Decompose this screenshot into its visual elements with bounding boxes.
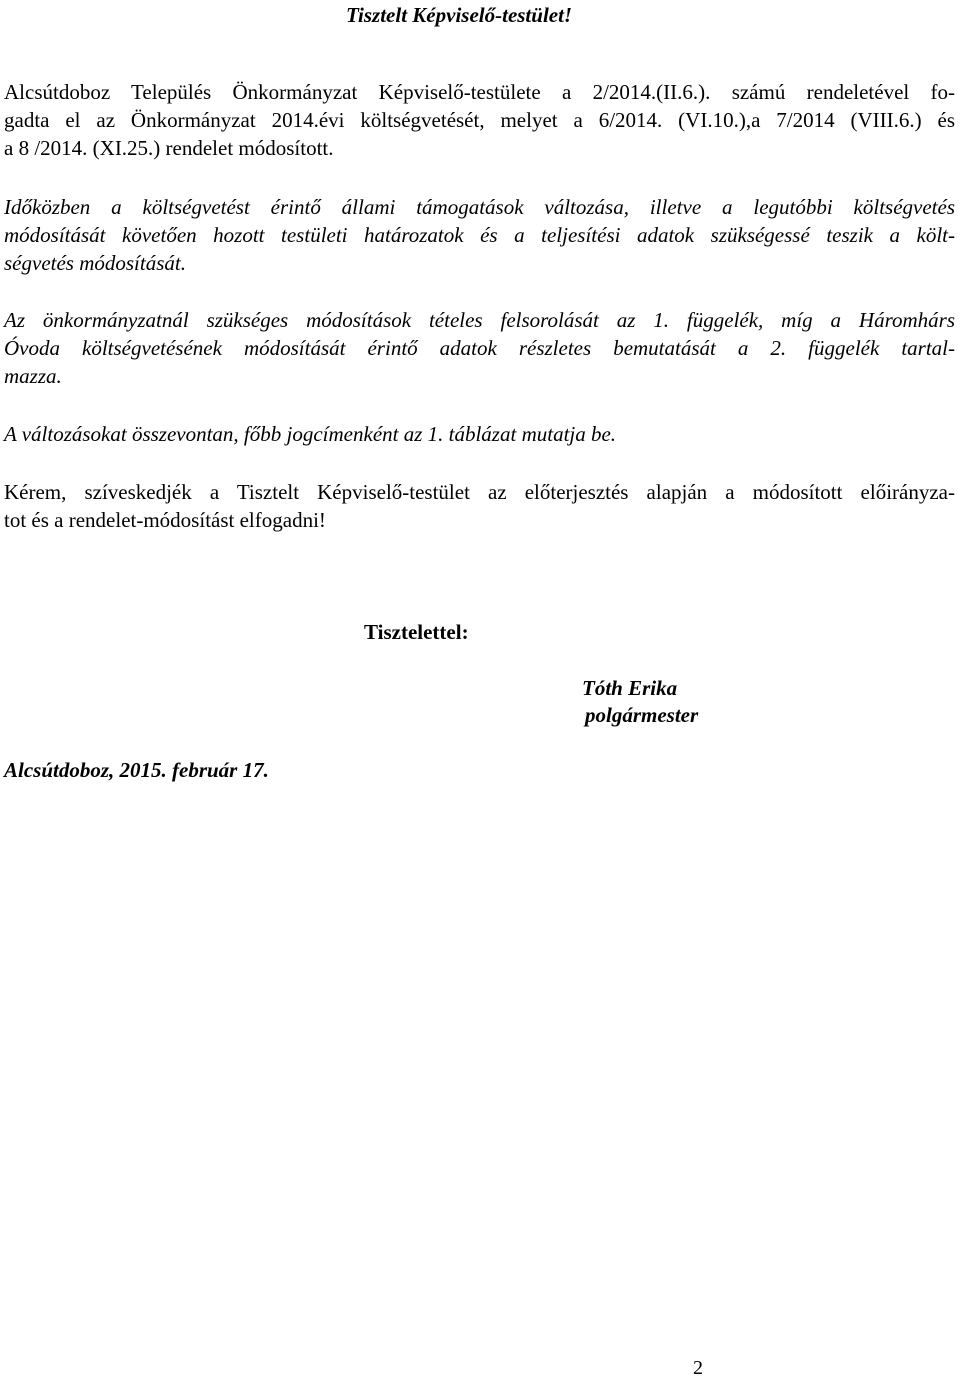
signer-name: Tóth Erika (582, 676, 678, 700)
paragraph-1-line-2: gadta el az Önkormányzat 2014.évi költségvetését, melyet a 6/2014. (VI.10.),a 7/2014 (VIII.6.) és (4, 108, 955, 132)
paragraph-1-line-3: a 8 /2014. (XI.25.) rendelet módosított. (4, 136, 334, 160)
paragraph-5-line-2: tot és a rendelet-módosítást elfogadni! (4, 508, 326, 532)
paragraph-4-line-1: A változásokat összevontan, főbb jogcímenként az 1. táblázat mutatja be. (4, 422, 617, 446)
paragraph-3-line-2: Óvoda költségvetésének módosítását érintő adatok részletes bemutatását a 2. függelék tartal- (4, 336, 955, 360)
place-and-date: Alcsútdoboz, 2015. február 17. (4, 758, 269, 782)
signer-title: polgármester (585, 703, 699, 727)
paragraph-3-line-1: Az önkormányzatnál szükséges módosítások tételes felsorolását az 1. függelék, míg a Háromhárs (4, 308, 955, 332)
paragraph-2-line-2: módosítását követően hozott testületi határozatok és a teljesítési adatok szükségessé teszik a költ- (4, 223, 955, 247)
paragraph-2-line-3: ségvetés módosítását. (4, 251, 186, 275)
paragraph-1-line-1: Alcsútdoboz Település Önkormányzat Képviselő-testülete a 2/2014.(II.6.). számú rendeletével fo- (4, 80, 955, 104)
paragraph-5-line-1: Kérem, szíveskedjék a Tisztelt Képviselő-testület az előterjesztés alapján a módosított előirányza- (4, 480, 955, 504)
closing-greeting: Tisztelettel: (364, 620, 469, 644)
salutation: Tisztelt Képviselő-testület! (346, 3, 573, 27)
paragraph-3-line-3: mazza. (4, 364, 62, 388)
paragraph-2-line-1: Időközben a költségvetést érintő állami támogatások változása, illetve a legutóbbi költségvetés (4, 195, 955, 219)
page-number: 2 (693, 1357, 703, 1379)
